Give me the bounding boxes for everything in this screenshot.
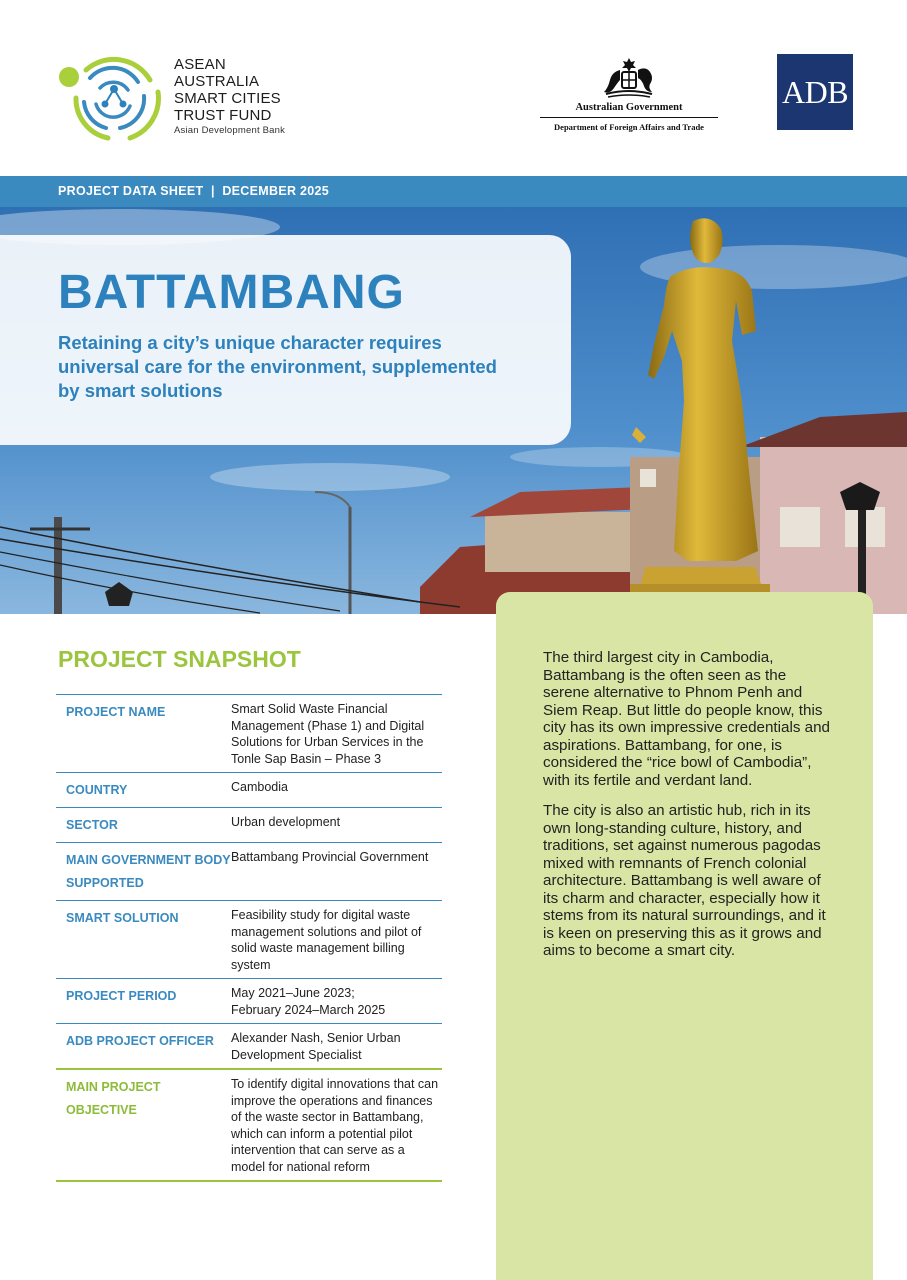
- ausgov-name: Australian Government: [575, 102, 683, 113]
- row-label: MAIN GOVERNMENT BODY SUPPORTED: [66, 853, 231, 890]
- adb-logo: [777, 54, 853, 130]
- row-value-line: May 2021–June 2023;: [231, 986, 355, 1000]
- row-value: [231, 979, 442, 1024]
- row-label: SMART SOLUTION: [66, 911, 179, 925]
- row-label: PROJECT NAME: [66, 705, 166, 719]
- page-header: [0, 0, 907, 176]
- page-subtitle: Retaining a city’s unique character requires universal care for the environment, supplemented by smart solutions: [58, 332, 497, 401]
- table-row: [56, 1024, 442, 1070]
- table-row: [56, 808, 442, 843]
- row-value: Cambodia: [231, 780, 288, 794]
- row-value: Feasibility study for digital waste management solutions and pilot of solid waste management billing system: [231, 908, 422, 972]
- table-row: [56, 695, 442, 773]
- ausgov-divider: [540, 117, 718, 118]
- aasctf-logo-icon: [58, 52, 168, 144]
- coat-of-arms-icon: [600, 56, 658, 100]
- row-value-line: February 2024–March 2025: [231, 1002, 386, 1017]
- datasheet-date-label: PROJECT DATA SHEET | DECEMBER 2025: [58, 184, 330, 198]
- row-label: SECTOR: [66, 818, 118, 832]
- table-row: [56, 773, 442, 808]
- ausgov-department: Department of Foreign Affairs and Trade: [554, 122, 704, 132]
- row-label: ADB PROJECT OFFICER: [66, 1034, 214, 1048]
- page-title: BATTAMBANG: [58, 266, 405, 319]
- aasctf-line: ASEAN: [174, 56, 226, 73]
- aasctf-line: SMART CITIES: [174, 90, 281, 107]
- row-label: MAIN PROJECT OBJECTIVE: [66, 1080, 161, 1117]
- aasctf-wordmark: [174, 56, 285, 137]
- row-label: COUNTRY: [66, 783, 128, 797]
- australian-government-logo: [540, 56, 718, 132]
- aasctf-subline: Asian Development Bank: [174, 125, 286, 136]
- row-value: Alexander Nash, Senior Urban Development Specialist: [231, 1031, 401, 1062]
- row-value: Battambang Provincial Government: [231, 850, 429, 864]
- aasctf-line: AUSTRALIA: [174, 73, 260, 90]
- intro-paragraph: The city is also an artistic hub, rich in its own long-standing culture, history, and traditions, set against numerous pagodas mixed with remnants of French colonial architecture. Battambang is well aware of its charm and character, especially how it stems from its natural surroundings, and it is keen on preserving this as it grows and aims to become a smart city.: [543, 802, 826, 959]
- datasheet-band: [0, 176, 907, 207]
- adb-logo-label: ADB: [781, 73, 849, 110]
- intro-text: [543, 649, 835, 973]
- table-row: [56, 843, 442, 901]
- snapshot-table: [56, 694, 442, 1182]
- aasctf-line: TRUST FUND: [174, 107, 272, 124]
- table-row: [56, 1069, 442, 1181]
- snapshot-title: PROJECT SNAPSHOT: [58, 646, 301, 672]
- table-row: [56, 901, 442, 979]
- row-label: PROJECT PERIOD: [66, 989, 177, 1003]
- row-value: To identify digital innovations that can improve the operations and finances of the waste sector in Battambang, which can inform a potential pilot intervention that can serve as a model for national reform: [231, 1077, 439, 1174]
- intro-paragraph: The third largest city in Cambodia, Battambang is the often seen as the serene alternative to Phnom Penh and Siem Reap. But little do people know, this city has its own impressive credentials and aspirations. Battambang, for one, is considered the “rice bowl of Cambodia”, with its fertile and verdant land.: [543, 649, 830, 789]
- row-value: Urban development: [231, 815, 341, 829]
- row-value: Smart Solid Waste Financial Management (Phase 1) and Digital Solutions for Urban Services in the Tonle Sap Basin – Phase 3: [231, 702, 425, 766]
- table-row: [56, 979, 442, 1024]
